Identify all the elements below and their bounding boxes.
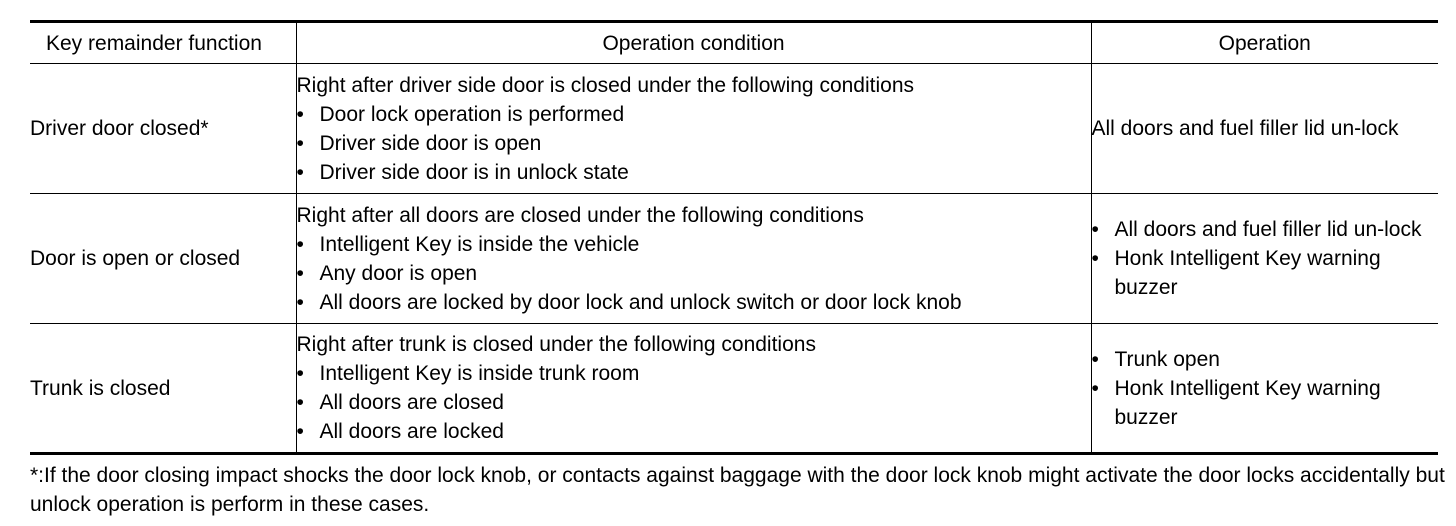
bullet-icon: • [296,160,304,184]
function-cell: Driver door closed* [30,64,296,194]
operation-item: • Honk Intelligent Key warning buzzer [1092,374,1439,432]
condition-item: • Any door is open [297,259,1091,288]
condition-item: • All doors are locked by door lock and unlock switch or door lock knob [297,288,1091,317]
header-operation-condition: Operation condition [296,22,1091,64]
operation-cell [1091,64,1438,194]
bullet-icon: • [296,261,304,285]
operation-list [1092,215,1439,302]
operation-list [1092,345,1439,432]
condition-list [297,100,1091,187]
bullet-icon: • [1091,347,1099,371]
table-row [30,194,1438,324]
operation-item: • Honk Intelligent Key warning buzzer [1092,244,1439,302]
operation-item: • All doors and fuel filler lid un-lock [1092,215,1439,244]
header-key-remainder-function: Key remainder function [30,22,296,64]
operation-cell [1091,324,1438,454]
bullet-icon: • [296,102,304,126]
table-row [30,324,1438,454]
operation-item: • Trunk open [1092,345,1439,374]
condition-list [297,230,1091,317]
bullet-icon: • [296,131,304,155]
condition-cell [296,324,1091,454]
condition-item: • Intelligent Key is inside the vehicle [297,230,1091,259]
bullet-icon: • [296,391,304,414]
operation-text: All doors and fuel filler lid un-lock [1091,117,1399,140]
condition-item: • Door lock operation is performed [297,100,1091,129]
footnote: *:If the door closing impact shocks the door lock knob, or contacts against baggage with the door lock knob might activate the door locks accidentally but unlock operation is perform in these cases. [30,464,1445,516]
bullet-icon: • [296,362,304,385]
operation-cell [1091,194,1438,324]
bullet-icon: • [296,420,304,443]
condition-item: • Driver side door is open [297,129,1091,158]
condition-list [297,359,1091,446]
condition-cell [296,64,1091,194]
table-header-row [30,22,1438,64]
function-cell: Trunk is closed [30,324,296,454]
header-operation: Operation [1091,22,1438,64]
key-reminder-table [30,20,1438,455]
condition-item: • Intelligent Key is inside trunk room [297,359,1091,388]
condition-item: • All doors are locked [297,417,1091,446]
condition-intro: Right after driver side door is closed under the following conditions [296,73,915,97]
condition-intro: Right after all doors are closed under the following conditions [296,203,864,227]
bullet-icon: • [1091,218,1099,241]
table-row [30,64,1438,194]
bullet-icon: • [1091,376,1099,400]
condition-item: • All doors are closed [297,388,1091,417]
function-cell: Door is open or closed [30,194,296,324]
bullet-icon: • [296,290,304,314]
condition-intro: Right after trunk is closed under the following conditions [296,333,816,356]
bullet-icon: • [296,232,304,256]
bullet-icon: • [1091,247,1099,270]
condition-cell [296,194,1091,324]
condition-item: • Driver side door is in unlock state [297,158,1091,187]
